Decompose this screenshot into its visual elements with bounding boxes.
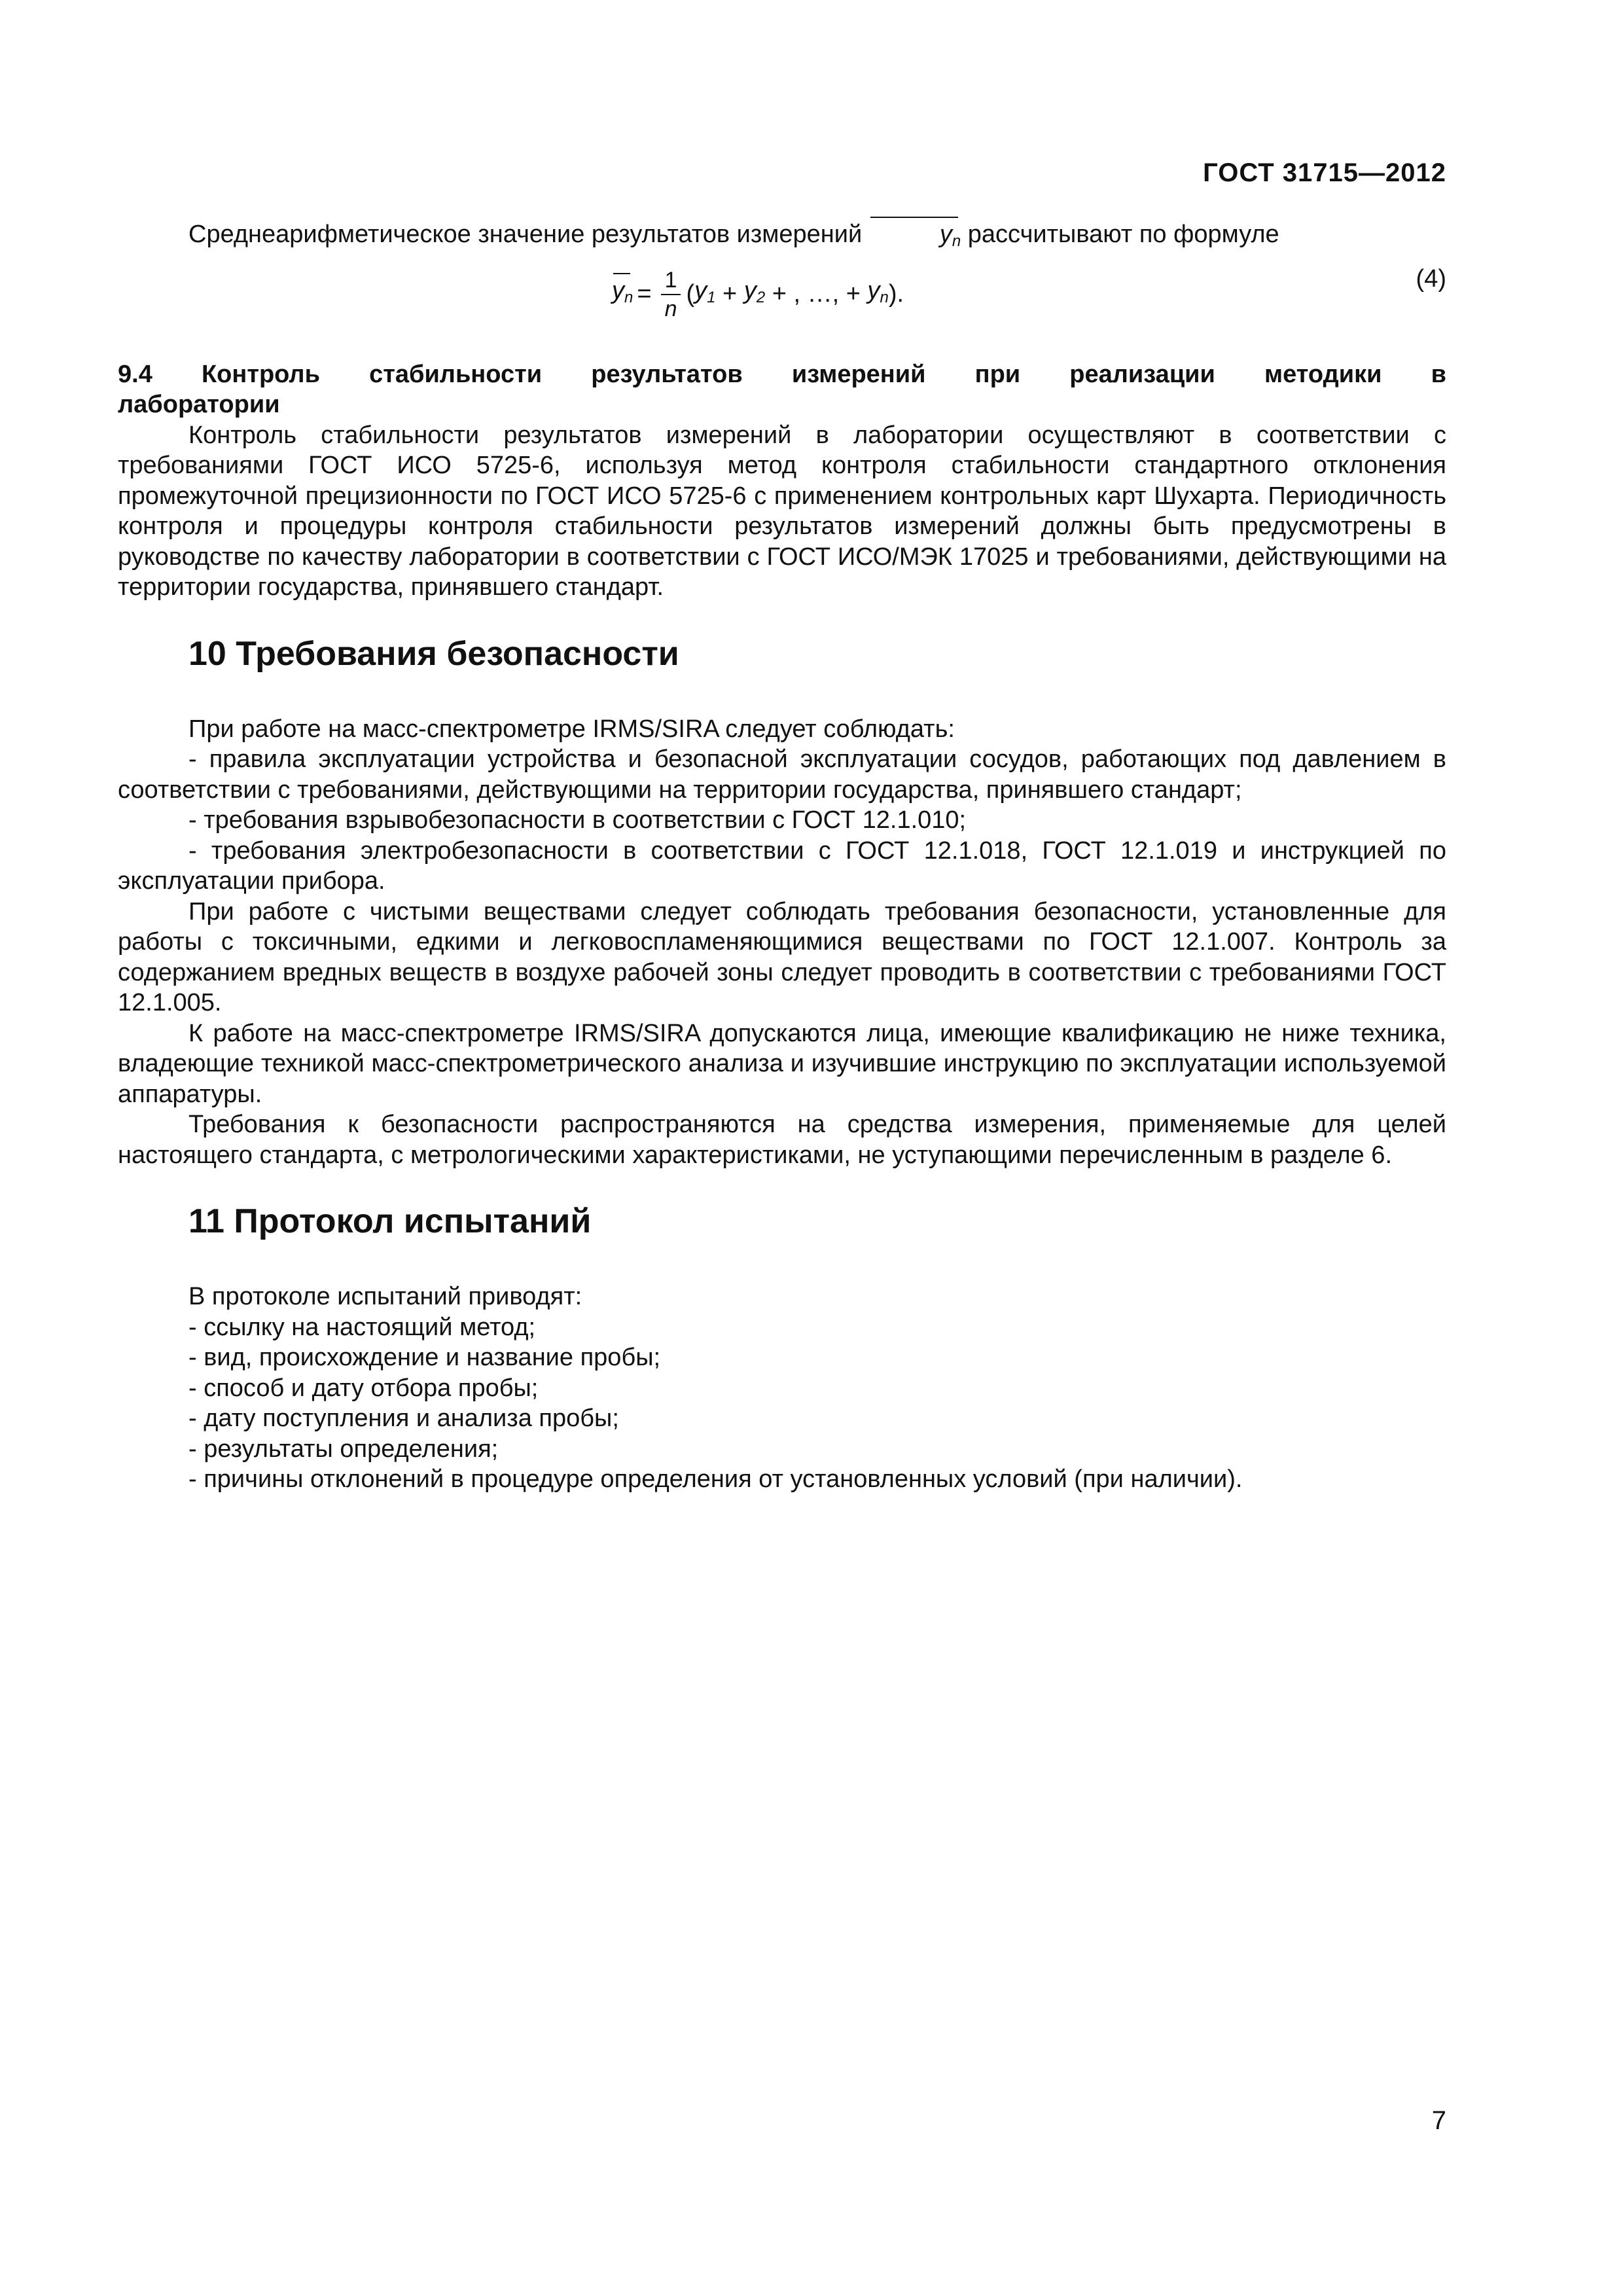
section-10-p5: При работе с чистыми веществами следует соблюдать требования безопасности, установленные для работы с токсичными, едкими и легковоспламеняющимися веществами по ГОСТ 12.1.007. Контроль за содержанием вредных веществ в воздухе рабочей зоны следует проводить в соответствии с требованиями ГОСТ 12.1.005. <box>118 897 1446 1016</box>
list-item: - дату поступления и анализа пробы; <box>188 1405 619 1432</box>
equation-number: (4) <box>1416 264 1446 293</box>
subsection-9-4-heading: 9.4 Контроль стабильности результатов измерений при реализации методики в <box>118 360 1446 388</box>
subsection-9-4-heading-cont: лаборатории <box>118 391 280 418</box>
formula-term-n: $y_n$ <box>867 276 889 306</box>
formula-row <box>118 260 1446 338</box>
section-11-title: 11 Протокол испытаний <box>188 1202 592 1240</box>
list-item: - причины отклонений в процедуре определения от установленных условий (при наличии). <box>188 1465 1243 1493</box>
mean-intro <box>118 219 1446 257</box>
formula-middle: + , …, + <box>765 280 868 308</box>
list-item: - ссылку на настоящий метод; <box>188 1313 536 1341</box>
formula-open: ( <box>686 280 695 308</box>
formula-close: ). <box>888 280 904 308</box>
list-item: - способ и дату отбора пробы; <box>188 1374 539 1402</box>
mean-intro-before: Среднеарифметическое значение результатов измерений <box>188 221 863 248</box>
section-10-p7: Требования к безопасности распространяются на средства измерения, применяемые для целей настоящего стандарта, с метрологическими характеристиками, не уступающими перечисленным в разделе 6. <box>118 1111 1446 1169</box>
formula-equals: = <box>637 280 652 308</box>
section-11-intro: В протоколе испытаний приводят: <box>188 1283 582 1310</box>
section-10-p6: К работе на масс-спектрометре IRMS/SIRA допускаются лица, имеющие квалификацию не ниже техника, владеющие техникой масс-спектрометрического анализа и изучившие инструкцию по эксплуатации используемой аппаратуры. <box>118 1019 1446 1108</box>
section-10-p2: - правила эксплуатации устройства и безопасной эксплуатации сосудов, работающих под давлением в соответствии с требованиями, действующими на территории государства, принявшего стандарт; <box>118 745 1446 804</box>
list-item: - вид, происхождение и название пробы; <box>188 1344 661 1371</box>
page-number: 7 <box>1431 2106 1446 2135</box>
section-10-p3: - требования взрывобезопасности в соответствии с ГОСТ 12.1.010; <box>188 806 967 834</box>
mean-formula <box>612 266 904 323</box>
section-10-p1: При работе на масс-спектрометре IRMS/SIRA следует соблюдать: <box>188 715 955 743</box>
formula-term-1: $y_1$ <box>694 276 716 306</box>
formula-term-2: $y_2$ <box>743 276 766 306</box>
fraction-denominator: n <box>664 296 677 321</box>
subsection-9-4-paragraph: Контроль стабильности результатов измерений в лаборатории осуществляют в соответствии с требованиями ГОСТ ИСО 5725-6, используя метод контроля стабильности стандартного отклонения промежуточной прецизионности по ГОСТ ИСО 5725-6 с применением контрольных карт Шухарта. Периодичность контроля и процедуры контроля стабильности результатов измерений должны быть предусмотрены в руководстве по качеству лаборатории в соответствии с ГОСТ ИСО/МЭК 17025 и требованиями, действующими на территории государства, принявшего стандарт. <box>118 421 1446 601</box>
mean-symbol: $y_n$ <box>869 219 961 257</box>
section-10-p4: - требования электробезопасности в соответствии с ГОСТ 12.1.018, ГОСТ 12.1.019 и инструкцией по эксплуатации прибора. <box>118 836 1446 895</box>
section-10-title: 10 Требования безопасности <box>188 634 679 673</box>
formula-fraction <box>661 266 681 323</box>
page-content <box>118 219 1446 1495</box>
formula-lhs: $y_n$ <box>612 276 633 314</box>
fraction-numerator: 1 <box>661 266 681 295</box>
standard-code-header: ГОСТ 31715—2012 <box>1203 158 1446 187</box>
mean-intro-after: рассчитывают по формуле <box>967 221 1279 248</box>
formula-plus: + <box>715 280 744 308</box>
list-item: - результаты определения; <box>188 1435 499 1463</box>
